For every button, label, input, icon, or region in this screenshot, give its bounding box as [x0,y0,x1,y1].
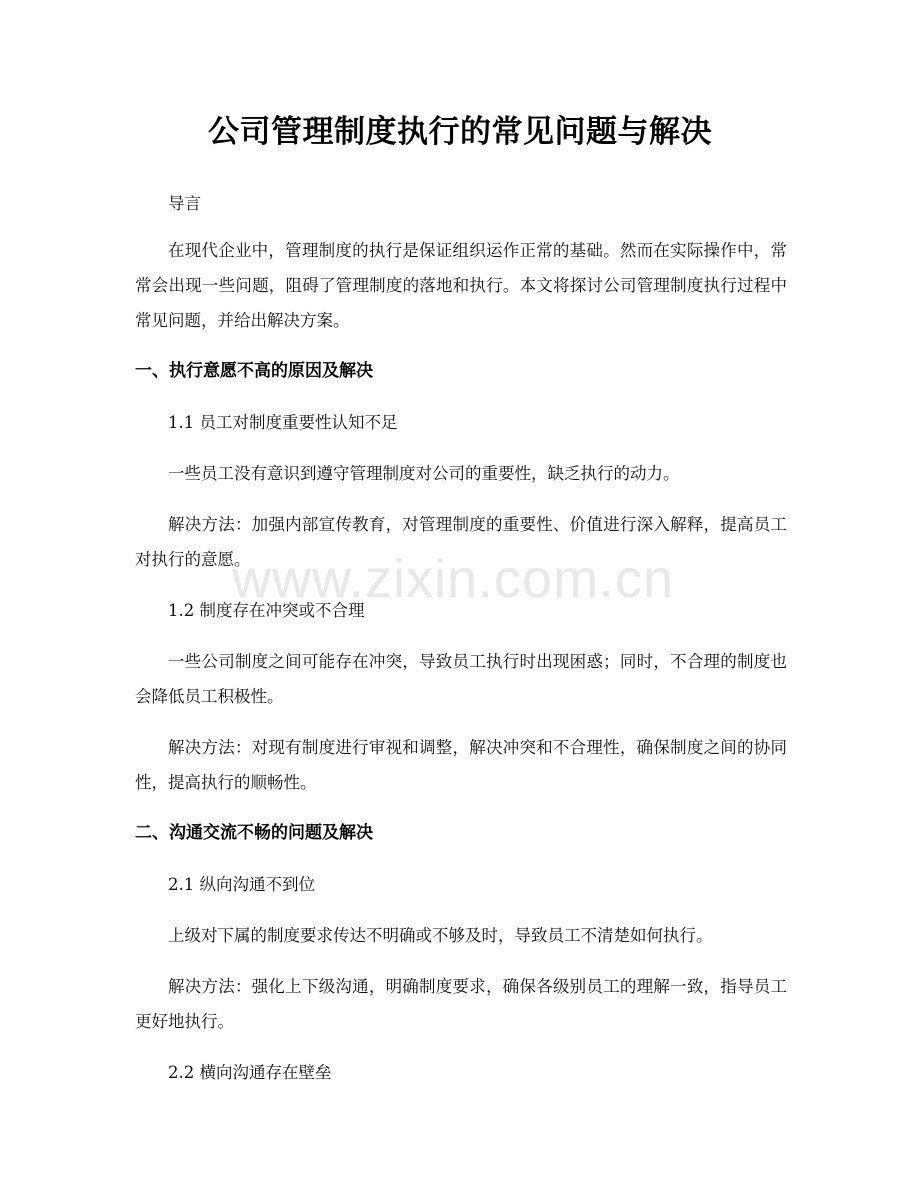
section-2-1-solution: 解决方法：强化上下级沟通，明确制度要求，确保各级别员工的理解一致，指导员工更好地执行。 [135,977,787,1031]
watermark: www.zixin.com.cn [232,549,675,609]
section-2-2-title: 2.2 横向沟通存在壁垒 [168,1063,332,1082]
section-1-heading: 一、执行意愿不高的原因及解决 [135,361,373,381]
section-1-2-title: 1.2 制度存在冲突或不合理 [168,601,365,620]
section-2-heading: 二、沟通交流不畅的问题及解决 [135,823,373,843]
section-1-1-text: 一些员工没有意识到遵守管理制度对公司的重要性，缺乏执行的动力。 [168,464,680,483]
section-2-1-text: 上级对下属的制度要求传达不明确或不够及时，导致员工不清楚如何执行。 [168,926,713,945]
intro-label: 导言 [168,194,201,213]
section-1-1-solution: 解决方法：加强内部宣传教育，对管理制度的重要性、价值进行深入解释，提高员工对执行的意愿。 [135,515,787,569]
section-2-1-title: 2.1 纵向沟通不到位 [168,875,315,894]
intro-paragraph: 在现代企业中，管理制度的执行是保证组织运作正常的基础。然而在实际操作中，常常会出现一些问题，阻碍了管理制度的落地和执行。本文将探讨公司管理制度执行过程中常见问题，并给出解决方案。 [135,241,787,330]
document-body [135,186,787,1106]
section-1-2-solution: 解决方法：对现有制度进行审视和调整，解决冲突和不合理性，确保制度之间的协同性，提高执行的顺畅性。 [135,738,787,792]
section-1-1-title: 1.1 员工对制度重要性认知不足 [168,413,398,432]
page-title: 公司管理制度执行的常见问题与解决 [208,114,712,150]
section-1-2-text: 一些公司制度之间可能存在冲突，导致员工执行时出现困惑；同时，不合理的制度也会降低员工积极性。 [135,652,787,706]
